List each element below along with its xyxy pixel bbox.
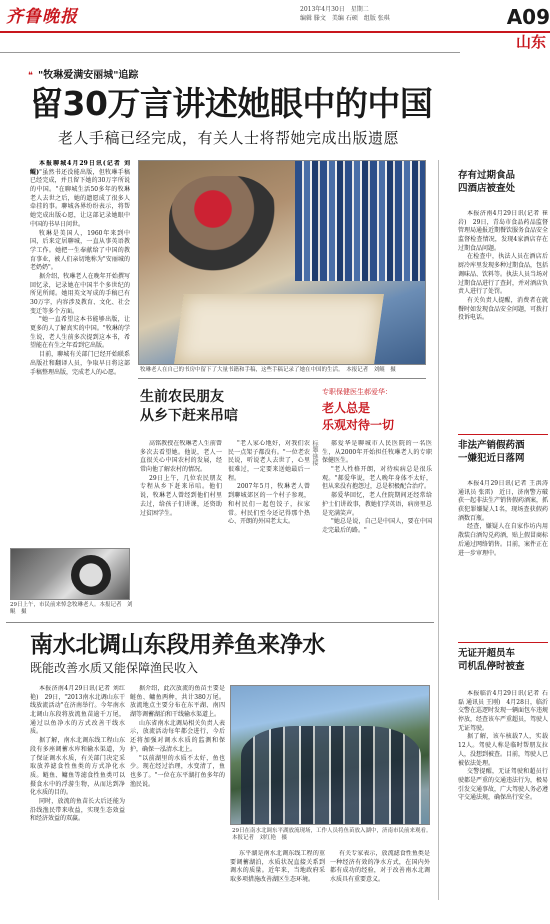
sub1-paragraph: 2007年5月，牧琳老人曾到聊城郊区的一个村子参观，和村民们一起包饺子，拉家常。村民们至今还记得那个热心、开朗的外国老太太。 (228, 483, 310, 526)
lead-headline[interactable]: 留30万言讲述她眼中的中国 (30, 84, 433, 123)
second-paragraph: 东平湖是南水北调东线工程的重要调蓄湖泊，水质状况直接关系到调水的质量。近年来，当地政府采取多项措施改善湖区生态环境。 (230, 850, 325, 884)
lead-subhead: 老人手稿已经完成，有关人士将帮她完成出版遗愿 (58, 129, 400, 147)
lead-photo[interactable] (138, 160, 426, 365)
lead-paragraph: 目前，聊城有关部门已经开始联系出版社和翻译人员，争取早日将这部手稿整理出版，完成老人的心愿。 (30, 351, 130, 376)
sub2-headline[interactable]: 老人总是 乐观对待一切 (322, 401, 395, 432)
sub2-kicker: 专职保健医生郝爱华： (322, 388, 392, 396)
manuscripts-image (174, 294, 384, 364)
second-body-col3 (230, 850, 325, 920)
sub2-paragraph: "她总是说，自己是中国人，要在中国走完最后的路。" (322, 518, 432, 534)
second-body-col2 (130, 685, 225, 920)
lead-byline: 本报聊城4月29日讯(记者 刘鲲) (30, 160, 130, 176)
second-paragraph: 同时，放流的鱼苗长大后还能为沿线渔民带来收益，实现生态效益和经济效益的双赢。 (30, 797, 125, 823)
masthead-logo: 齐鲁晚报 (6, 7, 78, 27)
lead-body (30, 160, 130, 600)
lead-paragraph: 牧琳是美国人，1960年来到中国，后来定居聊城，一直从事英语教学工作。她把一生奉献给了中国的教育事业，被人们亲切地称为"安丽城的老奶奶"。 (30, 229, 130, 272)
rail2-paragraph: 本报4月29日讯(记者 王洪涛 通讯员 张雷) 近日，济南警方破获一起非法生产销售假药酒案，抓获犯罪嫌疑人1名，现场查获假药酒数百瓶。 (458, 480, 548, 522)
second-paragraph: 山东省南水北调局相关负责人表示，放流活动每年都会进行，今后还将加强对调水水质的监测和保护，确保一泓清水北上。 (130, 719, 225, 753)
editors-line: 编辑 滕文 美编 石硕 组版 张琪 (300, 15, 390, 22)
rail3-headline[interactable]: 无证开超员车 司机乱停时被查 (458, 648, 525, 672)
divider (138, 378, 426, 379)
sub1-paragraph: 29日上午，几位农民朋友专程从乡下赶来吊唁。他们说，牧琳老人曾经到他们村里去过，给孩子们讲课，还资助过贫困学生。 (140, 474, 222, 517)
sub2-body (322, 440, 432, 605)
second-body-col1 (30, 685, 125, 920)
second-paragraph: 据了解，南水北调东线工程山东段有多座调蓄水库和输水渠道，为了保证调水水质，有关部门决定采取放养滤食性鱼类的方式净化水质。鲢鱼、鳙鱼等滤食性鱼类可以摄食水中的浮游生物，从而达到净化水质的目的。 (30, 737, 125, 797)
second-subhead: 既能改善水质又能保障渔民收入 (30, 661, 199, 675)
rail3-body (458, 690, 548, 920)
sub2-paragraph: 郝爱华是聊城市人民医院的一名医生，从2000年开始担任牧琳老人的专职保健医生。 (322, 440, 432, 465)
lead-photo-caption: 牧琳老人在自己的书房中留下了大量书籍和手稿，这些手稿记录了她在中国的生活。 本报记者 刘鲲 摄 (140, 367, 396, 373)
quote-mark-icon: ❝ (28, 71, 33, 81)
rail3-paragraph: 据了解，该车核载7人，实载12人。驾驶人称是临时帮朋友拉人，没想到被查。目前，驾驶人已被依法处理。 (458, 733, 548, 767)
second-headline[interactable]: 南水北调山东段用养鱼来净水 (30, 632, 326, 658)
crowd-image (241, 726, 421, 825)
header-subrule (0, 52, 460, 53)
second-body-col4 (330, 850, 430, 920)
sub2-paragraph: "老人性格开朗，对待疾病总是很乐观。"郝爱华说，老人晚年身体不太好，但从来没有抱怨过，总是积极配合治疗。 (322, 466, 432, 491)
rail1-paragraph: 在检查中，执法人员在酒店后厨冷库里发现多种过期食品，包括调味品、饮料等。执法人员当场对过期食品进行了查封，并对酒店负责人进行了处罚。 (458, 253, 548, 296)
page-number: A09 (506, 5, 550, 29)
sub1-paragraph: 高铭教授在牧琳老人生前曾多次去看望她。他说，老人一直很关心中国农村的发展，经常向他了解农村的情况。 (140, 440, 222, 474)
rail-divider (438, 160, 439, 900)
link-tag: 标题·链接 (311, 440, 318, 466)
rail1-paragraph: 有关负责人提醒，消费者在就餐时如发现食品安全问题，可拨打投诉电话。 (458, 296, 548, 322)
people-image (169, 176, 279, 286)
divider (6, 622, 434, 623)
rail2-headline[interactable]: 非法产销假药酒 一嫌犯近日落网 (458, 440, 525, 464)
rail1-body (458, 210, 548, 430)
fish-release-photo[interactable] (230, 685, 430, 825)
rail-separator (458, 642, 548, 643)
lead-paragraph: "虽然书还没能出版，但牧琳手稿已经完成，并且留下她的30万字所说的中国。"在聊城生活50多年的牧琳老人去世之后，她的遗愿成了很多人牵挂的事。聊城各界纷纷表示，将帮她完成出版心愿，让这部记录她眼中中国的书早日问世。 (30, 168, 130, 228)
second-paragraph: "以前湖里的水质不太好，鱼也少。现在经过治理，水变清了，鱼也多了。"一位在东平湖打鱼多年的渔民说。 (130, 754, 225, 788)
lead-paragraph: "她一直希望这本书能够出版，让更多的人了解真实的中国。"牧琳的学生说，老人生前多次提到这本书，希望能在有生之年看到它出版。 (30, 316, 130, 350)
section-label: 山东 (515, 33, 546, 51)
portrait-image (71, 555, 111, 595)
sub1-body (140, 440, 310, 605)
rail3-paragraph: 本报临沂4月29日讯(记者 石磊 通讯员 王刚) 4月28日，临沂交警在巡逻时发现一辆面包车违规停放，经查该车严重超员，驾驶人无证驾驶。 (458, 690, 548, 732)
rail1-paragraph: 本报济南4月29日讯(记者 崔岩) 29日，青岛市食品药品监督管理局通报近期餐饮服务食品安全监督检查情况，发现4家酒店存在过期食品问题。 (458, 210, 548, 252)
memorial-photo[interactable] (10, 548, 130, 600)
second-paragraph: 据介绍，此次放流的鱼苗主要是鲢鱼、鳙鱼两种，共计380万尾。放流地点主要分布在东平湖、南四湖等调蓄湖泊和干线输水渠道上。 (130, 685, 225, 719)
second-paragraph: 本报济南4月29日讯(记者 刘红艳) 29日，"2013南水北调山东干线放流活动"在济南举行。今年南水北调山东段将放流鱼苗逾千万尾，通过以鱼净水的方式改善干线水质。 (30, 685, 125, 736)
fish-release-photo-caption: 29日在南水北调东平湖放流现场，工作人员将鱼苗放入湖中，济南市民前来观看。 本报记者 刘红艳 摄 (232, 828, 435, 842)
lead-kicker: "牧琳爱满安丽城"追踪 (38, 70, 139, 81)
lead-paragraph: 据介绍，牧琳老人在晚年开始撰写回忆录，记录她在中国半个多世纪的所见所闻。她用英文写成的手稿已有30万字，内容涉及教育、文化、社会变迁等多个方面。 (30, 272, 130, 315)
second-paragraph: 有关专家表示，放流滤食性鱼类是一种经济有效的净水方式，在国内外都有成功的经验，对于改善南水北调水质具有重要意义。 (330, 850, 430, 884)
rail1-headline[interactable]: 存有过期食品 四酒店被查处 (458, 170, 516, 194)
sub1-headline[interactable]: 生前农民朋友 从乡下赶来吊唁 (140, 389, 238, 424)
rail-separator (458, 434, 548, 435)
rail3-paragraph: 交警提醒，无证驾驶和超员行驶都是严重的交通违法行为，极易引发交通事故，广大驾驶人务必遵守交通法规，确保出行安全。 (458, 768, 548, 802)
bookshelf-image (295, 161, 425, 281)
sub1-paragraph: "老人家心地好，对我们农民一点架子都没有。"一位老农民说，听说老人去世了，心里很难过，一定要来送她最后一程。 (228, 440, 310, 482)
memorial-photo-caption: 29日上午，市民前来悼念牧琳老人。本报记者 刘鲲 摄 (10, 602, 133, 616)
rail2-body (458, 480, 548, 640)
issue-date: 2013年4月30日 星期二 (300, 6, 369, 13)
sub2-paragraph: 郝爱华回忆，老人住院期间还经常给护士们讲故事，教她们学英语，病房里总是充满笑声。 (322, 492, 432, 517)
rail2-paragraph: 经查，嫌疑人在自家作坊内用散装白酒勾兑药酒，贴上假冒商标后通过网络销售。目前，案件正在进一步审理中。 (458, 523, 548, 557)
